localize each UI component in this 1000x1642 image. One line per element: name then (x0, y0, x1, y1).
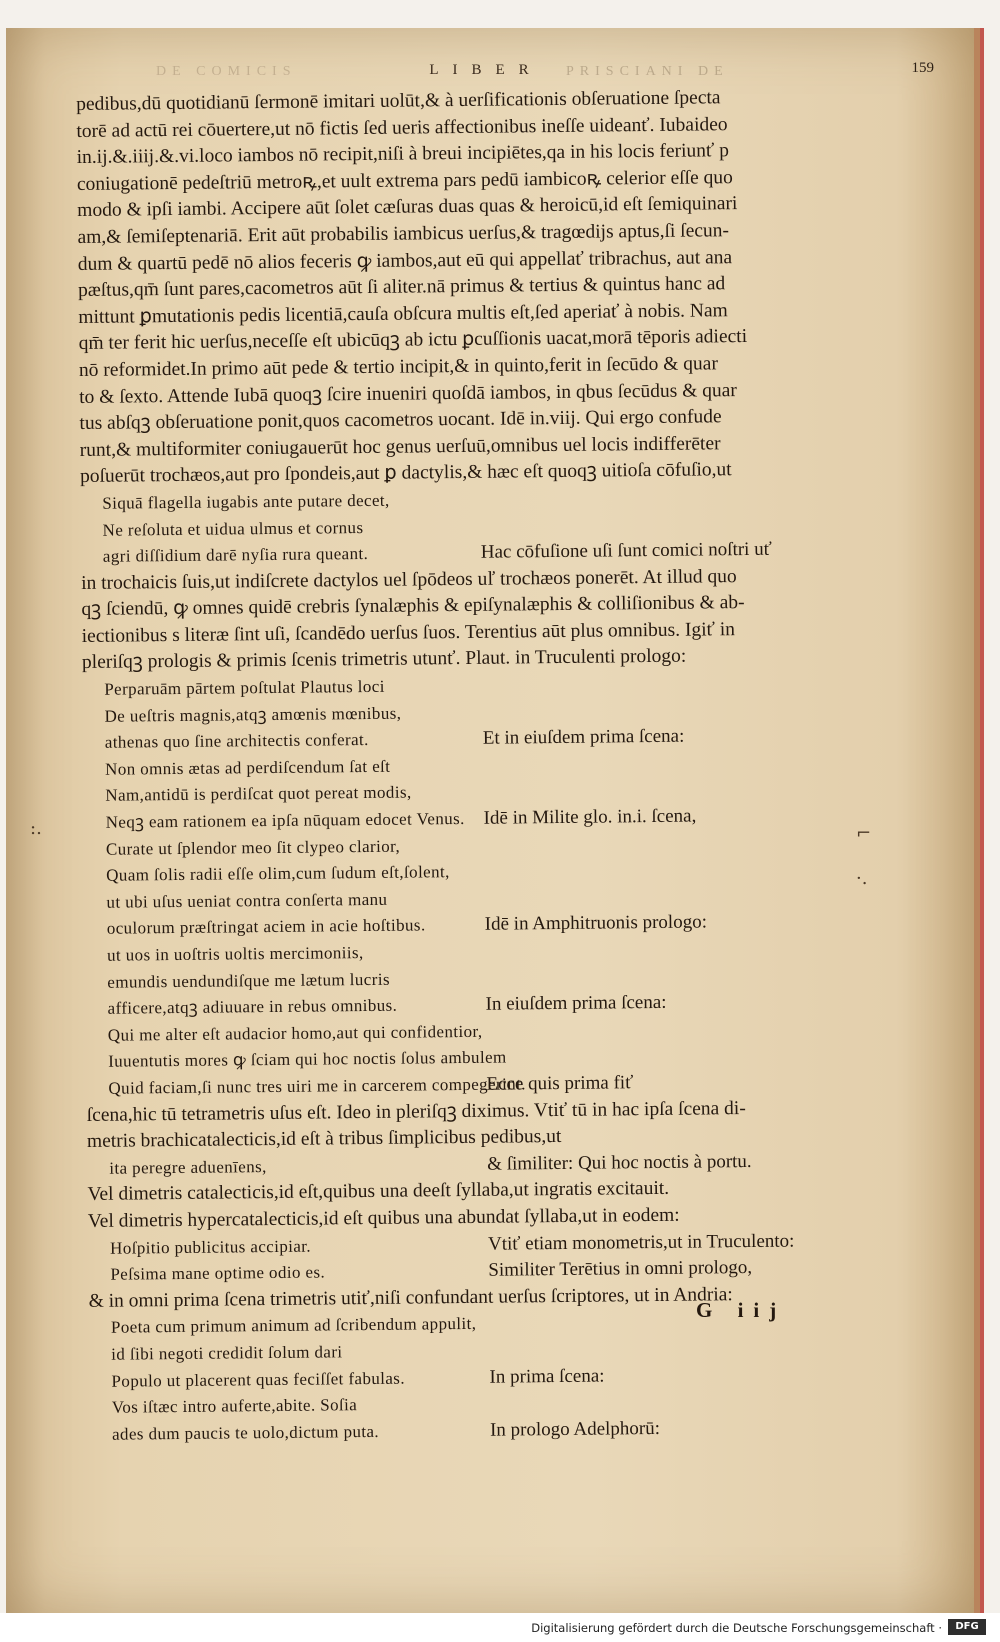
line-text: Vel dimetris hypercatalecticis,id eſt quibus una abundat ſyllaba,ut in eodem: (87, 1204, 680, 1232)
line-text: runt,& multiformiter coniugauerūt hoc genus uerſuū,omnibus uel locis indifferēter (79, 432, 721, 461)
bleed-through-right: PRISCIANI DE (566, 64, 729, 79)
citation-cue: Et in eiuſdem prima ſcena: (482, 725, 685, 750)
citation-cue: Similiter Terētius in omni prologo, (488, 1257, 753, 1281)
line-text: coniugationē pedeſtriū metroꝶ,et uult extrema pars pedū iambicoꝶ celerior eſſe quo (76, 166, 733, 195)
line-text: Curate ut ſplendor meo ſit clypeo clarior, (105, 836, 401, 859)
running-title: LIBER (429, 62, 543, 78)
line-text: Poeta cum primum animum ad ſcribendum appulit, (110, 1314, 477, 1338)
citation-cue: Idē in Amphitruonis prologo: (484, 911, 708, 936)
line-text: in.ij.&.iiij.&.vi.loco iambos nō recipit,niſi à breui incipiētes,qa in his locis feriunť p (76, 140, 730, 169)
line-text: poſuerūt trochæos,aut pro ſpondeis,aut ꝑ dactylis,& hæc eſt quoqꝫ uitioſa cōfuſio,ut (79, 459, 732, 488)
line-text: Populo ut placerent quas feciſſet fabulas. (111, 1368, 406, 1391)
signature-catchword: G iij (696, 1298, 787, 1322)
line-text: Quam ſolis radii eſſe olim,cum ſudum eſt,ſolent, (106, 862, 450, 885)
page-red-edge (980, 28, 984, 1613)
line-text: qꝫ ſciendū, ꝙ omnes quidē crebris ſynalæphis & epiſynalæphis & colliſionibus & ab- (81, 592, 745, 621)
line-text: Non omnis ætas ad perdiſcendum ſat eſt (104, 756, 391, 779)
citation-cue: & ſimiliter: Qui hoc noctis à portu. (487, 1150, 752, 1175)
line-text: Neqꝫ eam rationem ea ipſa nūquam edocet Venus. (105, 809, 465, 832)
folio-number: 159 (911, 60, 934, 76)
line-text: Quid faciam,ſi nunc tres uiri me in carcerem compegerint. (108, 1074, 526, 1098)
line-text: id ſibi negoti credidit ſolum dari (111, 1342, 343, 1364)
dfg-logo: DFG (948, 1619, 986, 1635)
line-text: pleriſqꝫ prologis & primis ſcenis trimetris utunť. Plaut. in Truculenti prologo: (81, 646, 687, 674)
citation-cue: Vtiť etiam monometris,ut in Truculento: (487, 1230, 795, 1255)
line-text: pæſtus,qm̄ ſunt pares,cacometros aūt ſi aliter.nā primus & tertius & quintus hanc ad (77, 273, 726, 302)
line-text: mittunt ꝑmutationis pedis licentiā,cauſa obſcura multis eſt,ſed aperiať à nobis. Nam (78, 299, 728, 328)
line-text: ades dum paucis te uolo,dictum puta. (111, 1421, 380, 1444)
line-text: am,& ſemiſeptenariā. Erit aūt probabilis iambicus uerſus,& tragœdijs aptus,ſi ſecun- (77, 220, 730, 248)
citation-cue: In prima ſcena: (489, 1365, 605, 1388)
line-text: nō reformidet.In primo aūt pede & tertio incipit,& in quinto,ferit in ſecūdo & quar (78, 353, 719, 381)
citation-cue: Idē in Milite glo. in.i. ſcena, (483, 805, 697, 829)
citation-cue: Ecce quis prima fiť (486, 1072, 634, 1095)
margin-mark: ⌐ (856, 823, 872, 844)
footer-credit: Digitalisierung gefördert durch die Deutsche Forschungsgemeinschaft · (531, 1621, 942, 1635)
line-text: iectionibus s literæ ſint uſi, ſcandēdo uerſus ſuos. Terentius aūt plus omnibus. Igiť in (81, 619, 736, 647)
line-text: Qui me alter eſt audacior homo,aut qui confidentior, (107, 1021, 483, 1045)
citation-cue: In prologo Adelphorū: (489, 1417, 661, 1441)
line-text: pedibus,dū quotidianū ſermonē imitari uolūt,& à uerſificationis obſeruatione ſpecta (76, 87, 721, 115)
line-text: agri diſſidium darē nyſia rura queant. (102, 544, 369, 566)
line-text: Peſsima mane optime odio es. (110, 1262, 326, 1284)
footer-bar (0, 1613, 1000, 1642)
margin-mark: ·. (856, 868, 868, 889)
line-text: Nam,antidū is perdiſcat quot pereat modis, (105, 782, 412, 806)
line-text: in trochaicis ſuis,ut indiſcrete dactylos uel ſpōdeos uľ trochæos ponerēt. At illud quo (81, 565, 737, 594)
line-text: Vos iſtæc intro auferte,abite. Soſia (111, 1395, 358, 1417)
line-text: afficere,atqꝫ adiuuare in rebus omnibus. (107, 995, 398, 1018)
line-text: Ne reſoluta et uidua ulmus et cornus (102, 517, 364, 540)
line-text: & in omni prima ſcena trimetris utiť,niſi confundant uerſus ſcriptores, ut in Andria: (88, 1283, 733, 1312)
margin-mark: :. (30, 818, 42, 839)
line-text: modo & ipſi iambi. Accipere aūt ſolet cæſuras duas quas & heroicū,id eſt ſemiquinari (77, 193, 738, 222)
line-text: Iuuentutis mores ꝙ ſciam qui hoc noctis ſolus ambulem (108, 1047, 507, 1072)
line-text: ut ubi uſus ueniat contra conſerta manu (106, 889, 388, 912)
line-text: qm̄ ter ferit hic uerſus,neceſſe eſt ubicūqꝫ ab ictu ꝑcuſſionis uacat,morā tēporis adiecti (78, 326, 748, 355)
citation-cue: Hac cōfuſione uſi ſunt comici noſtri uť (480, 538, 772, 563)
line-text: athenas quo ſine architectis conferat. (104, 730, 369, 752)
line-text: tus abſqꝫ obſeruatione ponit,quos cacometros uocant. Idē in.viij. Qui ergo confude (79, 406, 722, 435)
line-text: metris brachicatalecticis,id eſt à tribus ſimplicibus pedibus,ut (86, 1126, 562, 1153)
line-text: De ueſtris magnis,atqꝫ amœnis mœnibus, (104, 703, 402, 726)
bleed-through-left: DE COMICIS (156, 64, 297, 79)
line-text: Vel dimetris catalecticis,id eſt,quibus una deeſt ſyllaba,ut ingratis excitauit. (87, 1178, 670, 1206)
line-text: Perparuām pārtem poſtulat Plautus loci (104, 676, 385, 699)
line-text: Siquā flagella iugabis ante putare decet, (102, 490, 390, 513)
book-page (6, 28, 984, 1613)
line-text: to & ſexto. Attende Iubā quoqꝫ ſcire inueniri quoſdā iambos, in qbus ſecūdus & quar (79, 379, 737, 408)
line-text: ut uos in uoſtris uoltis mercimoniis, (106, 943, 364, 965)
line-text: ita peregre aduenīens, (109, 1156, 267, 1178)
line-text: Hoſpitio publicitus accipiar. (110, 1236, 312, 1258)
line-text: emundis uendundiſque me lætum lucris (107, 969, 390, 992)
line-text: torē ad actū rei cōuertere,ut nō fictis ſed ueris affectionibus ineſſe uideanť. Iubaideo (76, 113, 728, 142)
line-text: ſcena,hic tū tetrametris uſus eſt. Ideo in pleriſqꝫ diximus. Vtiť tū in hac ipſa ſcena di- (86, 1097, 746, 1126)
citation-cue: In eiuſdem prima ſcena: (485, 992, 667, 1015)
line-text: dum & quartū pedē nō alios feceris ꝙ iambos,aut eū qui appellať tribrachus, aut ana (77, 246, 733, 275)
body-text (76, 83, 910, 1448)
line-text: oculorum præſtringat aciem in acie hoſtibus. (106, 915, 426, 939)
